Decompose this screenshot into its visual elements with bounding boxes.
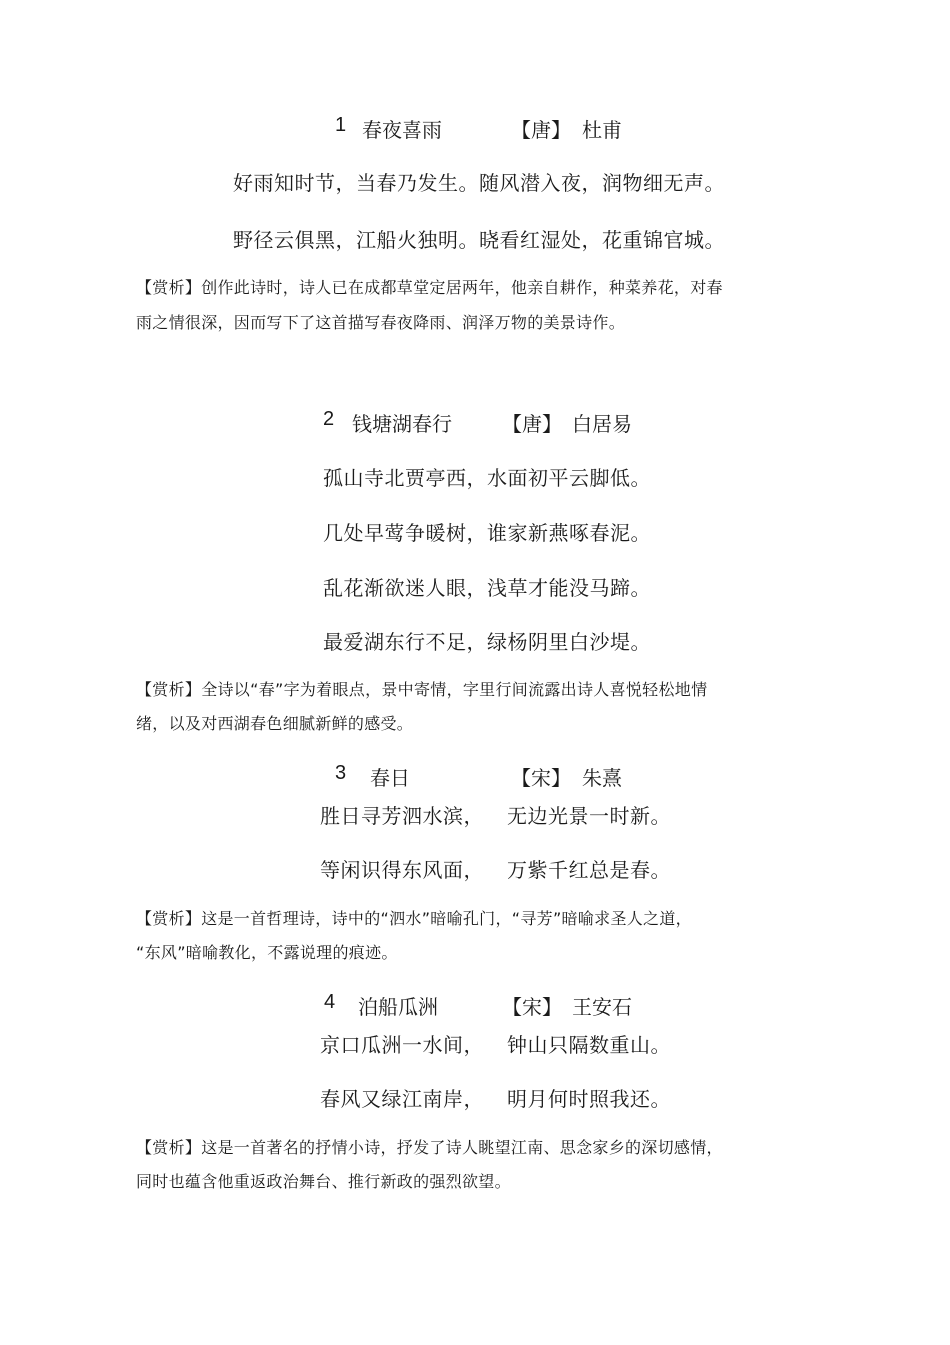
poem-number: 2: [323, 408, 335, 430]
poem-line: 乱花渐欲迷人眼，浅草才能没马蹄。: [323, 576, 651, 600]
poem-line: 好雨知时节，当春乃发生。随风潜入夜，润物细无声。: [233, 171, 725, 195]
appreciation-label: 【赏析】: [136, 1138, 202, 1157]
poem-author: 朱熹: [582, 766, 622, 790]
poem-line-second-half: 明月何时照我还。: [507, 1087, 671, 1111]
poem-title: 钱塘湖春行: [352, 412, 452, 436]
poem-line-first-half: 春风又绿江南岸，: [320, 1087, 484, 1111]
appreciation-label: 【赏析】: [136, 680, 202, 699]
appreciation-text: 创作此诗时，诗人已在成都草堂定居两年，他亲自耕作，种菜养花，对春: [201, 278, 723, 297]
appreciation-line: [136, 906, 692, 929]
poem-number: 1: [335, 114, 347, 136]
poem-line: 几处早莺争暖树，谁家新燕啄春泥。: [323, 521, 651, 545]
appreciation-label: 【赏析】: [136, 278, 202, 297]
poem-line-first-half: 胜日寻芳泗水滨，: [320, 804, 484, 828]
poem-number: 4: [324, 991, 336, 1013]
poem-line: 最爱湖东行不足，绿杨阴里白沙堤。: [323, 630, 651, 654]
appreciation-line: [136, 1135, 723, 1158]
appreciation-text: “东风”暗喻教化，不露说理的痕迹。: [136, 943, 398, 962]
poem-dynasty: 【唐】: [502, 412, 562, 436]
poem-author: 王安石: [572, 995, 632, 1019]
appreciation-text: 雨之情很深，因而写下了这首描写春夜降雨、润泽万物的美景诗作。: [136, 313, 626, 332]
poem-title: 泊船瓜洲: [358, 995, 438, 1019]
appreciation-line: [136, 677, 707, 700]
poem-dynasty: 【唐】: [511, 118, 571, 142]
poem-line: 野径云俱黑，江船火独明。晓看红湿处，花重锦官城。: [233, 228, 725, 252]
poem-author: 白居易: [572, 412, 632, 436]
appreciation-text: 同时也蕴含他重返政治舞台、推行新政的强烈欲望。: [136, 1172, 511, 1191]
poem-title: 春日: [370, 766, 410, 790]
appreciation-text: 全诗以“春”字为着眼点，景中寄情，字里行间流露出诗人喜悦轻松地情: [201, 680, 708, 699]
poem-title: 春夜喜雨: [362, 118, 442, 142]
appreciation-line: [136, 275, 723, 298]
poem-line-second-half: 万紫千红总是春。: [507, 858, 671, 882]
poem-line-first-half: 等闲识得东风面，: [320, 858, 484, 882]
poem-line-first-half: 京口瓜洲一水间，: [320, 1033, 484, 1057]
poem-dynasty: 【宋】: [502, 995, 562, 1019]
appreciation-text: 绪，以及对西湖春色细腻新鲜的感受。: [136, 714, 414, 733]
poem-author: 杜甫: [582, 118, 622, 142]
poem-line: 孤山寺北贾亭西，水面初平云脚低。: [323, 466, 651, 490]
appreciation-label: 【赏析】: [136, 909, 202, 928]
poem-number: 3: [335, 762, 347, 784]
poem-line-second-half: 无边光景一时新。: [507, 804, 671, 828]
appreciation-text: 这是一首著名的抒情小诗，抒发了诗人眺望江南、思念家乡的深切感情，: [201, 1138, 723, 1157]
poem-dynasty: 【宋】: [511, 766, 571, 790]
appreciation-text: 这是一首哲理诗，诗中的“泗水”暗喻孔门，“寻芳”暗喻求圣人之道，: [201, 909, 692, 928]
poem-line-second-half: 钟山只隔数重山。: [507, 1033, 671, 1057]
